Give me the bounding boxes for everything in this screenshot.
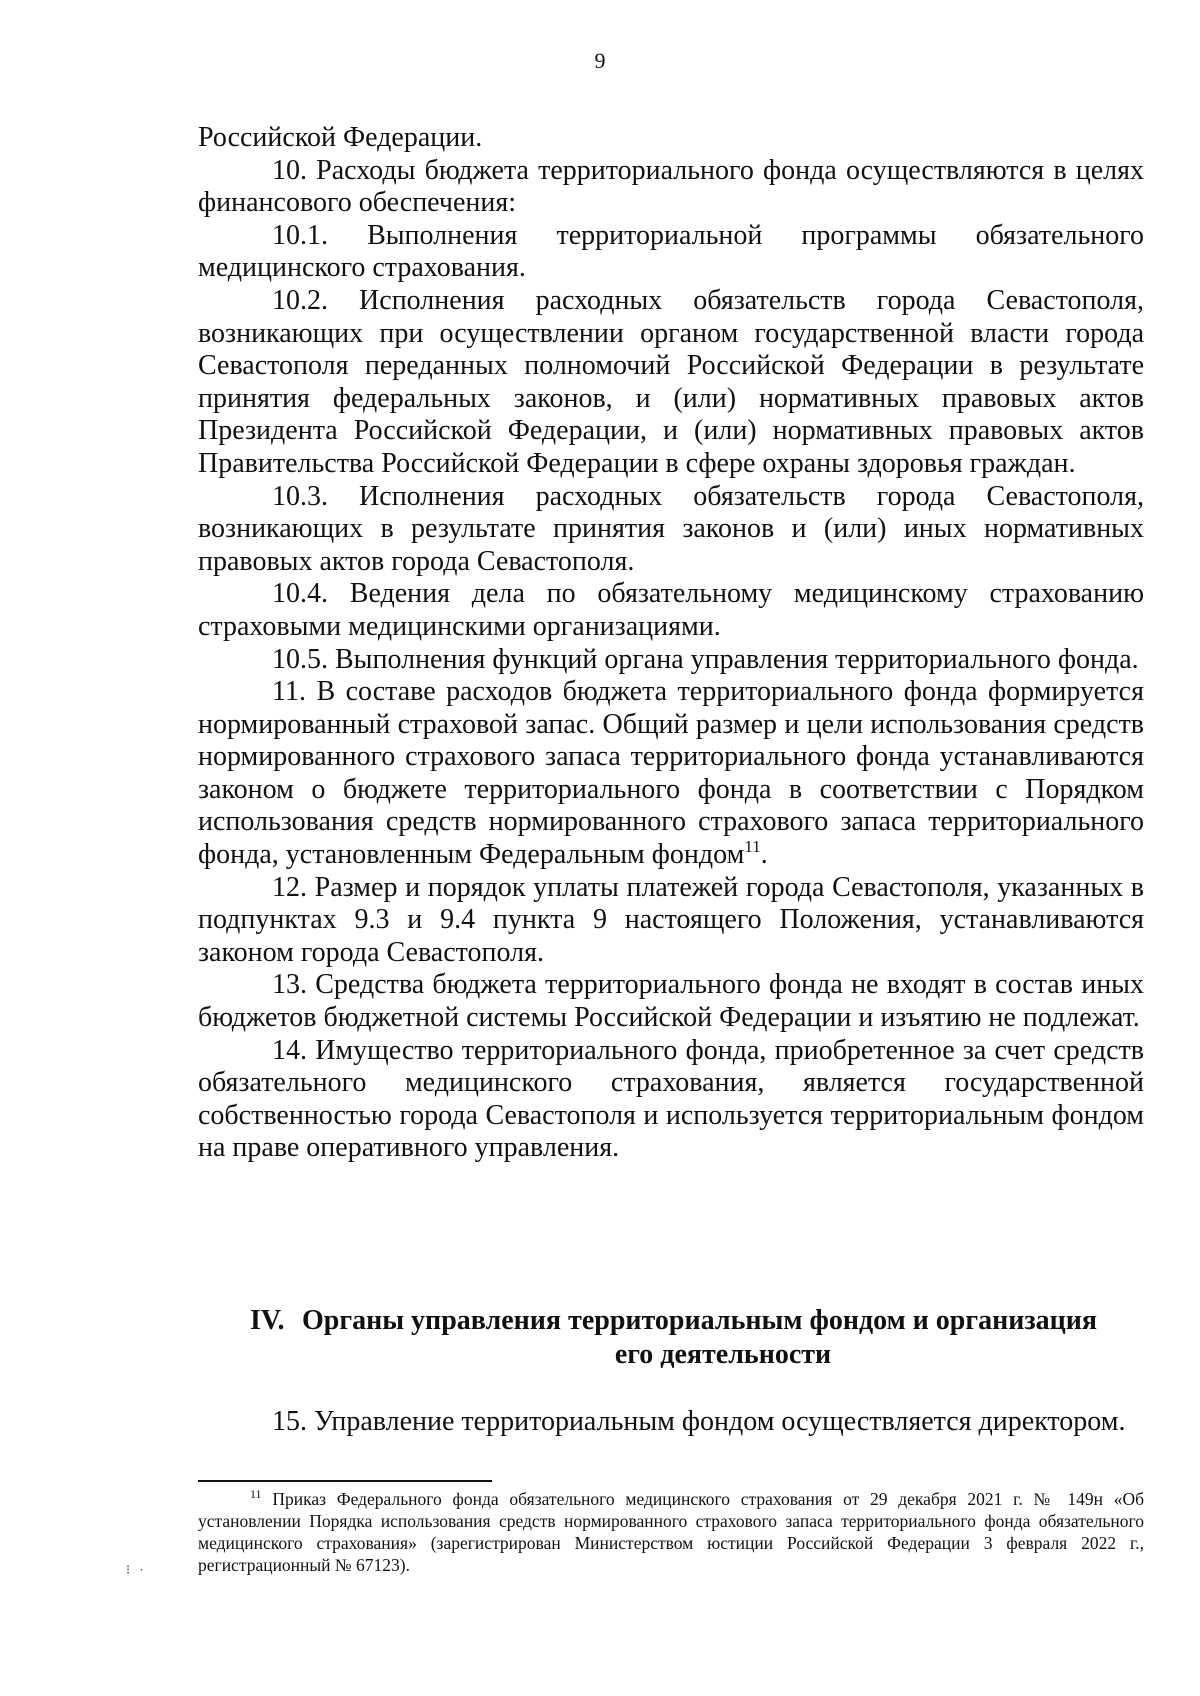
document-body	[198, 122, 1144, 1165]
paragraph-10-2: 10.2. Исполнения расходных обязательств города Севастополя, возникающих при осуществлении органом государственной власти города Севастополя переданных полномочий Российской Федерации в результате принятия федеральных законов, и (или) нормативных правовых актов Президента Российской Федерации, и (или) нормативных правовых актов Правительства Российской Федерации в сфере охраны здоровья граждан.	[198, 284, 1144, 479]
paragraph-10-3: 10.3. Исполнения расходных обязательств города Севастополя, возникающих в результате принятия законов и (или) иных нормативных правовых актов города Севастополя.	[198, 480, 1144, 577]
paragraph-10: 10. Расходы бюджета территориального фонда осуществляются в целях финансового обеспечения:	[198, 154, 1144, 219]
section-heading-line-1	[198, 1304, 1144, 1338]
page-number: 9	[594, 48, 606, 73]
footnote	[198, 1488, 1144, 1576]
footnote-reference[interactable]: 11	[744, 837, 761, 857]
paragraph-10-4: 10.4. Ведения дела по обязательному медицинскому страхованию страховыми медицинскими организациями.	[198, 578, 1144, 642]
paragraph-continuation: Российской Федерации.	[198, 122, 483, 153]
section-title-line-2: его деятельности	[614, 1339, 832, 1370]
paragraph-14: 14. Имущество территориального фонда, приобретенное за счет средств обязательного медицинского страхования, является государственной собственностью города Севастополя и используется территориальным фондом на праве оперативного управления.	[198, 1034, 1144, 1164]
paragraph-15: 15. Управление территориальным фондом осуществляется директором.	[272, 1406, 1126, 1437]
paragraph-10-1: 10.1. Выполнения территориальной программы обязательного медицинского страхования.	[198, 219, 1144, 284]
footnote-separator	[198, 1480, 492, 1482]
margin-mark: ⁝ ·	[126, 1562, 147, 1577]
section-title-line-1: Органы управления территориальным фондом и организация	[302, 1305, 1098, 1336]
paragraph-12: 12. Размер и порядок уплаты платежей города Севастополя, указанных в подпунктах 9.3 и 9.4 пункта 9 настоящего Положения, устанавливаются законом города Севастополя.	[198, 871, 1144, 968]
footnote-marker: 11	[250, 1487, 262, 1501]
paragraph-11	[198, 676, 1144, 872]
section-number: IV.	[250, 1305, 285, 1336]
paragraph-13: 13. Средства бюджета территориального фонда не входят в состав иных бюджетов бюджетной системы Российской Федерации и изъятию не подлежат.	[198, 969, 1144, 1034]
section-heading	[198, 1304, 1144, 1372]
document-body-continued	[198, 1406, 1144, 1439]
paragraph-10-5: 10.5. Выполнения функций органа управления территориального фонда.	[272, 643, 1139, 675]
footnote-text: Приказ Федерального фонда обязательного медицинского страхования от 29 декабря 2021 г. № 149н «Об установлении Порядка использования средств нормированного страхового запаса территориального фонда обязательного медицинского страхования» (зарегистрирован Министерством юстиции Российской Федерации 3 февраля 2022 г., регистрационный № 67123).	[198, 1489, 1144, 1575]
paragraph-11-end: .	[760, 839, 768, 871]
paragraph-11-text: 11. В составе расходов бюджета территориального фонда формируется нормированный страховой запас. Общий размер и цели использования средств нормированного страхового запаса территориального фонда устанавливаются законом о бюджете территориального фонда в соответствии с Порядком использования средств нормированного страхового запаса территориального фонда, установленным Федеральным фондом	[198, 676, 1144, 871]
